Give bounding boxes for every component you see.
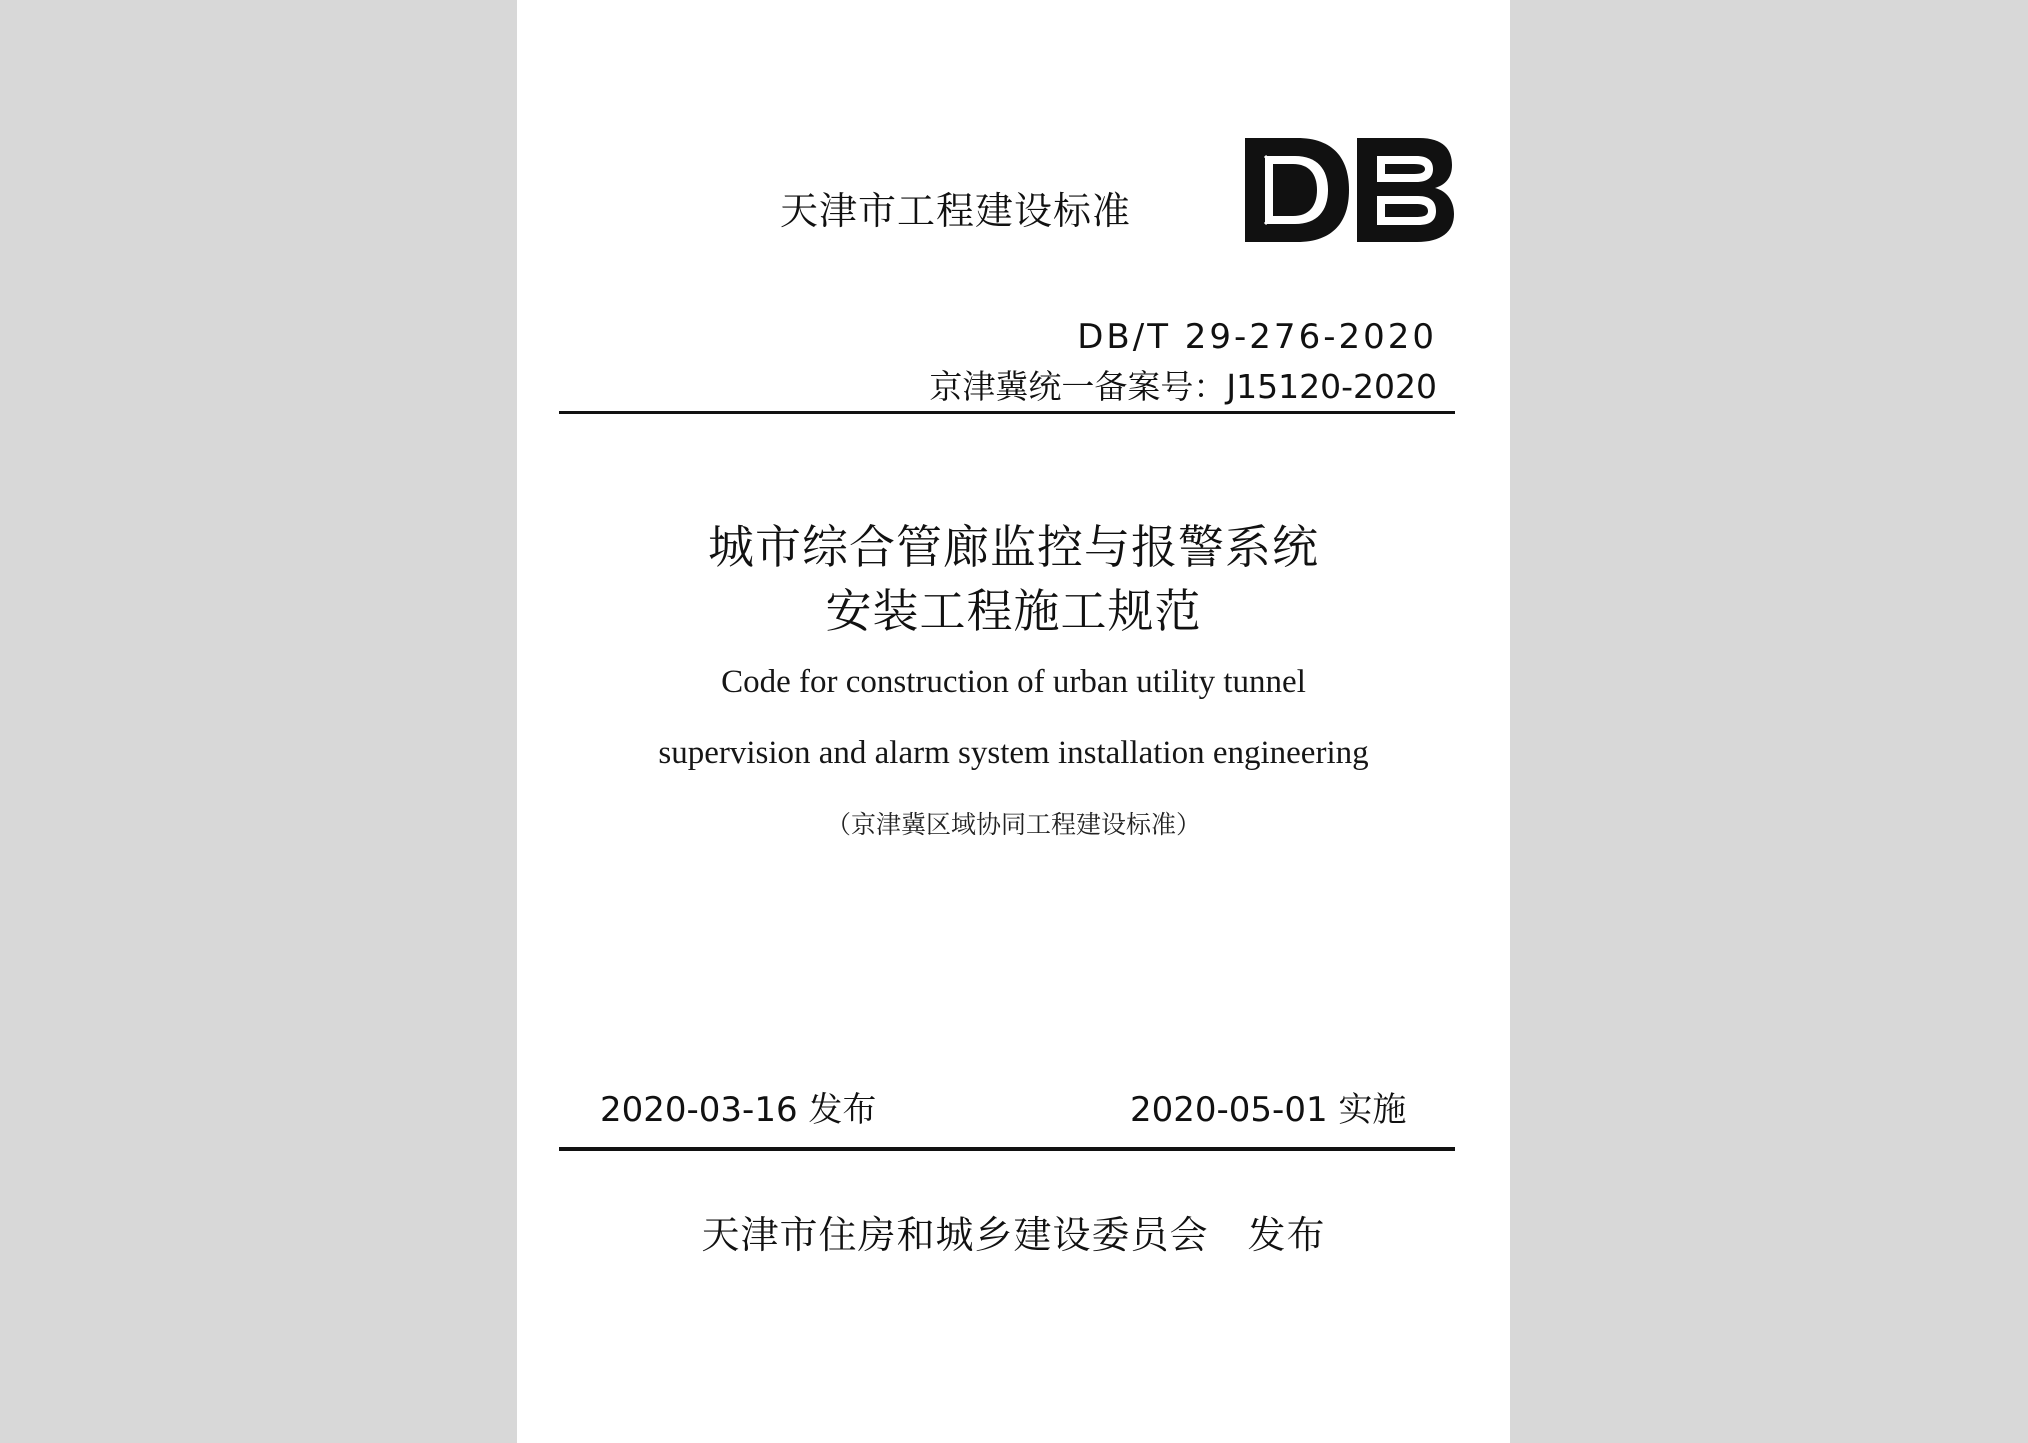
issue-date: 2020-03-16 发布	[600, 1090, 877, 1130]
standard-category: 天津市工程建设标准	[780, 189, 1132, 233]
issuing-authority: 天津市住房和城乡建设委员会 发布	[701, 1213, 1326, 1257]
title-english-line-1: Code for construction of urban utility tunnel	[721, 664, 1306, 700]
bottom-divider	[559, 1147, 1455, 1151]
title-chinese-line-2: 安装工程施工规范	[825, 584, 1202, 638]
document-page	[517, 0, 1510, 1443]
regional-standard-note: （京津冀区域协同工程建设标准）	[825, 810, 1201, 839]
db-logo	[1245, 134, 1455, 246]
title-chinese-line-1: 城市综合管廊监控与报警系统	[708, 520, 1319, 574]
title-english-line-2: supervision and alarm system installation engineering	[658, 735, 1369, 771]
effective-date: 2020-05-01 实施	[1130, 1090, 1407, 1130]
standard-number: DB/T 29-276-2020	[1077, 317, 1437, 357]
record-number: 京津冀统一备案号：J15120-2020	[929, 367, 1437, 406]
top-divider	[559, 411, 1455, 414]
